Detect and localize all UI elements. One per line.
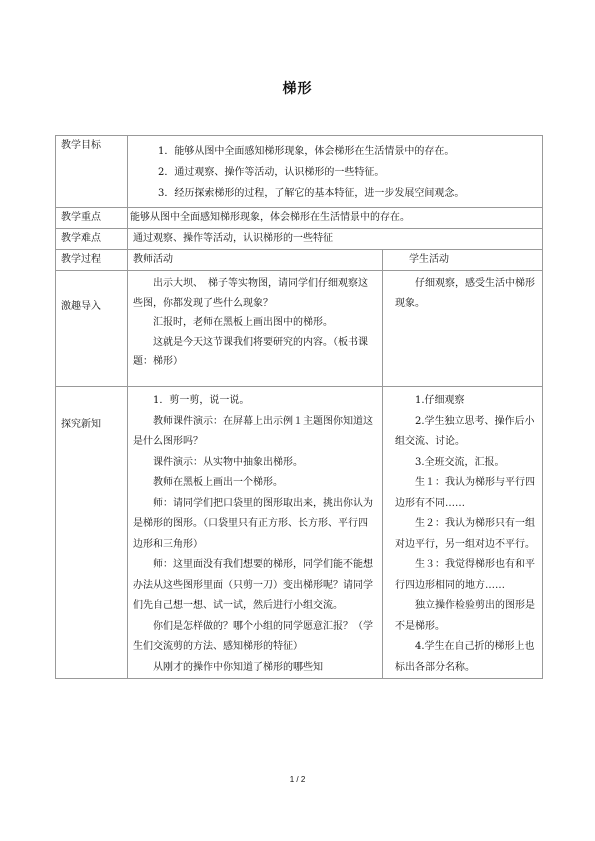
key-point-text — [128, 208, 543, 229]
objectives-label: 教学目标 — [56, 136, 128, 208]
difficulty-text: 通过观察、操作等活动，认识梯形的一些特征 — [128, 229, 543, 250]
explore-teacher-text: 师：请同学们把口袋里的图形取出来，挑出你认为是梯形的图形。（口袋里只有正方形、长方形、平行四边形和三角形） — [133, 497, 373, 550]
intro-student-cell — [383, 271, 543, 387]
row-intro — [56, 271, 543, 387]
row-key-point — [56, 208, 543, 229]
explore-teacher-text: 教师在黑板上画出一个梯形。 — [153, 477, 283, 488]
objectives-cell — [128, 136, 543, 208]
objective-item: 2．通过观察、操作等活动，认识梯形的一些特征。 — [158, 167, 385, 178]
explore-student-text: 2.学生独立思考、操作后小组交流、讨论。 — [395, 415, 535, 447]
explore-teacher-text: 师：这里面没有我们想要的梯形，同学们能不能想办法从这些图形里面（只剪一刀）变出梯形呢？请同学们先自己想一想、试一试，然后进行小组交流。 — [133, 559, 373, 611]
explore-teacher-text: 从刚才的操作中你知道了梯形的哪些知 — [153, 661, 323, 673]
student-activity-header: 学生活动 — [383, 250, 543, 271]
key-point-value: 能够从图中全面感知梯形现象，体会梯形在生活情景中的存在。 — [130, 212, 410, 223]
intro-teacher-text: 出示大坝、 梯子等实物图，请同学们仔细观察这些图，你都发现了些什么现象？ — [133, 278, 368, 309]
difficulty-label: 教学难点 — [56, 229, 128, 250]
intro-student-text: 仔细观察，感受生活中梯形现象。 — [395, 278, 535, 309]
explore-teacher-text: 课件演示：从实物中抽象出梯形。 — [153, 456, 303, 468]
page-title: 梯形 — [282, 81, 313, 97]
explore-student-text: 生１：我认为梯形与平行四边形有不同…… — [395, 477, 535, 509]
explore-student-text: 1.仔细观察 — [415, 395, 465, 406]
row-difficulty — [56, 229, 543, 250]
explore-teacher-text: 教师课件演示：在屏幕上出示例１主题图你知道这是什么图形吗？ — [133, 415, 373, 447]
explore-student-text: 独立操作检验剪出的图形是不是梯形。 — [395, 600, 535, 632]
intro-teacher-text: 汇报时，老师在黑板上画出图中的梯形。 — [153, 317, 333, 328]
explore-student-text: 3.全班交流，汇报。 — [415, 456, 505, 468]
intro-teacher-cell — [128, 271, 383, 387]
explore-teacher-text: 你们是怎样做的？哪个小组的同学愿意汇报？（学生们交流剪的方法、感知梯形的特征） — [133, 620, 373, 652]
objective-item: 3．经历探索梯形的过程，了解它的基本特征，进一步发展空间观念。 — [158, 188, 465, 199]
explore-label: 探究新知 — [56, 387, 128, 679]
key-point-label: 教学重点 — [56, 208, 128, 229]
objective-item: 1．能够从图中全面感知梯形现象，体会梯形在生活情景中的存在。 — [158, 146, 455, 157]
explore-student-text: 生３：我觉得梯形也有和平行四边形相同的地方…… — [395, 559, 535, 591]
explore-teacher-cell — [128, 387, 383, 679]
process-label: 教学过程 — [56, 250, 128, 271]
row-objectives — [56, 136, 543, 208]
explore-teacher-text: 1．剪一剪，说一说。 — [153, 395, 250, 406]
intro-label: 激趣导入 — [56, 271, 128, 387]
row-process-header — [56, 250, 543, 271]
teacher-activity-header: 教师活动 — [128, 250, 383, 271]
explore-student-text: 生２：我认为梯形只有一组对边平行，另一组对边不平行。 — [395, 518, 535, 550]
explore-student-text: 4.学生在自己折的梯形上也标出各部分名称。 — [395, 641, 535, 673]
page-number: 1 / 2 — [289, 775, 306, 784]
row-explore — [56, 387, 543, 679]
explore-student-cell — [383, 387, 543, 679]
intro-teacher-text: 这就是今天这节课我们将要研究的内容。（板书课题：梯形） — [133, 336, 368, 367]
lesson-plan-table — [55, 135, 543, 679]
